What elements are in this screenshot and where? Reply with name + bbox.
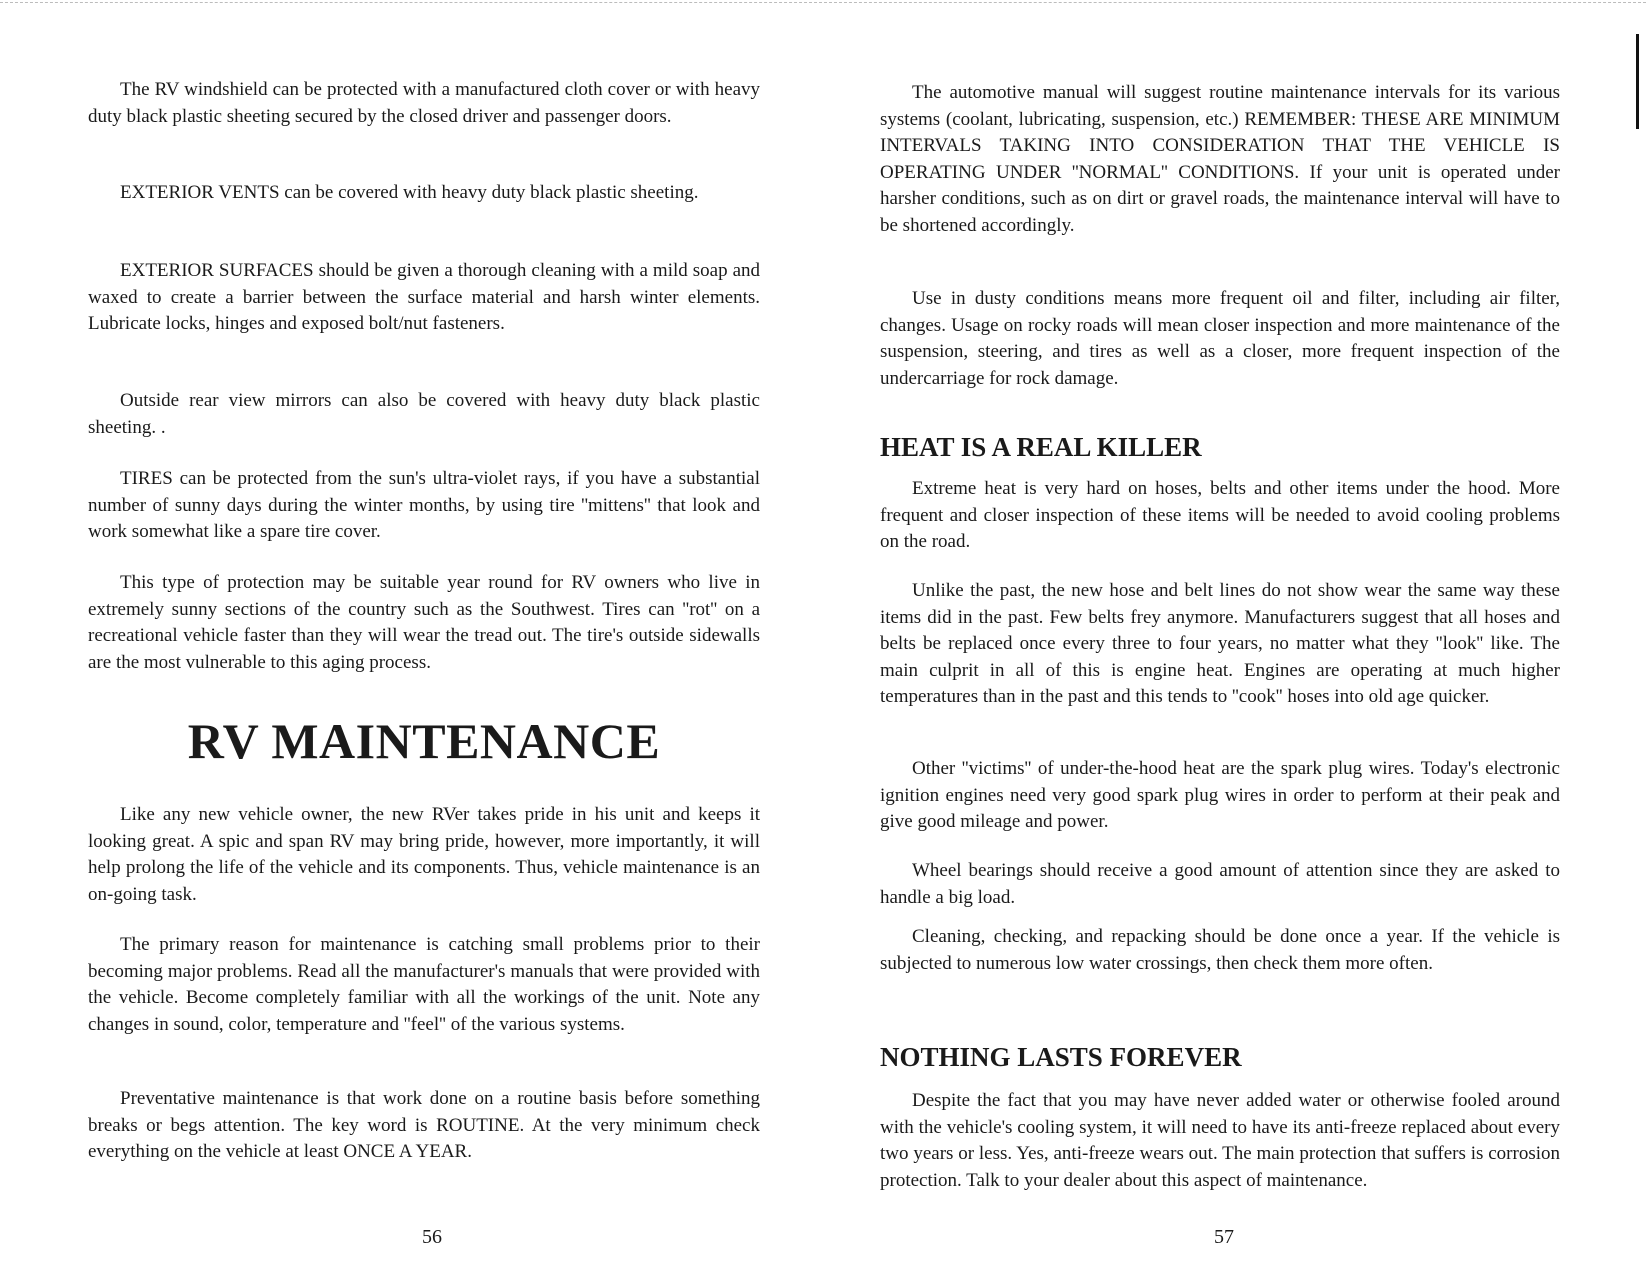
paragraph-dusty-conditions: Use in dusty conditions means more frequent oil and filter, including air filter, changes. Usage on rocky roads will mean closer inspection and more maintenance of the suspension, steering, and tires as well as a closer, more frequent inspection of the undercarriage for rock damage. xyxy=(880,288,1560,389)
section-heading-nothing-lasts: NOTHING LASTS FOREVER xyxy=(880,1042,1242,1072)
paragraph-tires: TIRES can be protected from the sun's ultra-violet rays, if you have a substantial number of sunny days during the winter months, by using tire ''mittens'' that look and work somewhat like a spare tire cover. xyxy=(88,468,760,542)
paragraph-exterior-vents: EXTERIOR VENTS can be covered with heavy duty black plastic sheeting. xyxy=(120,182,699,203)
paragraph-preventative: Preventative maintenance is that work done on a routine basis before something breaks or begs attention. The key word is ROUTINE. At the very minimum check everything on the vehicle at least ONCE A YEAR. xyxy=(88,1088,760,1162)
paragraph-automotive-manual: The automotive manual will suggest routine maintenance intervals for its various systems (coolant, lubricating, suspension, etc.) REMEMBER: THESE ARE MINIMUM INTERVALS TAKING INTO CONSIDERATION THAT THE VEHICLE IS OPERATING UNDER ''NORMAL'' CONDITIONS. If your unit is operated under harsher conditions, such as on dirt or gravel roads, the maintenance interval will have to be shortened accordingly. xyxy=(880,82,1560,236)
paragraph-wheel-bearings: Wheel bearings should receive a good amount of attention since they are asked to handle a big load. xyxy=(880,860,1560,908)
left-page xyxy=(88,0,760,1273)
right-page xyxy=(880,0,1560,1273)
page-number: 56 xyxy=(422,1226,442,1248)
paragraph-pride: Like any new vehicle owner, the new RVer takes pride in his unit and keeps it looking great. A spic and span RV may bring pride, however, more importantly, it will help prolong the life of the vehicle and its components. Thus, vehicle maintenance is an on-going task. xyxy=(88,804,760,905)
paragraph-tire-protection: This type of protection may be suitable year round for RV owners who live in extremely sunny sections of the country such as the Southwest. Tires can ''rot'' on a recreational vehicle faster than they will wear the tread out. The tire's outside sidewalls are the most vulnerable to this aging process. xyxy=(88,572,760,673)
section-heading-heat: HEAT IS A REAL KILLER xyxy=(880,432,1202,462)
scan-edge-mark xyxy=(1636,34,1639,129)
paragraph-anti-freeze: Despite the fact that you may have never added water or otherwise fooled around with the vehicle's cooling system, it will need to have its anti-freeze replaced about every two years or less. Yes, anti-freeze wears out. The main protection that suffers is corrosion protection. Talk to your dealer about this aspect of maintenance. xyxy=(880,1090,1560,1191)
section-heading-rv-maintenance: RV MAINTENANCE xyxy=(187,713,661,769)
paragraph-hose-belt: Unlike the past, the new hose and belt lines do not show wear the same way these items did in the past. Few belts frey anymore. Manufacturers suggest that all hoses and belts be replaced once every three to four years, no matter what they ''look'' like. The main culprit in all of this is engine heat. Engines are operating at much higher temperatures than in the past and this tends to ''cook'' hoses into old age quicker. xyxy=(880,580,1560,707)
paragraph-mirrors: Outside rear view mirrors can also be covered with heavy duty black plastic sheeting. . xyxy=(88,390,760,438)
page-number: 57 xyxy=(1214,1226,1234,1248)
paragraph-extreme-heat: Extreme heat is very hard on hoses, belts and other items under the hood. More frequent and closer inspection of these items will be needed to avoid cooling problems on the road. xyxy=(880,478,1560,552)
paragraph-primary-reason: The primary reason for maintenance is catching small problems prior to their becoming major problems. Read all the manufacturer's manuals that were provided with the vehicle. Become completely familiar with all the workings of the unit. Note any changes in sound, color, temperature and ''feel'' of the various systems. xyxy=(88,934,760,1035)
paragraph-spark-plug: Other ''victims'' of under-the-hood heat are the spark plug wires. Today's electronic ignition engines need very good spark plug wires in order to perform at their peak and give good mileage and power. xyxy=(880,758,1560,832)
paragraph-repacking: Cleaning, checking, and repacking should be done once a year. If the vehicle is subjected to numerous low water crossings, then check them more often. xyxy=(880,926,1560,974)
paragraph-exterior-surfaces: EXTERIOR SURFACES should be given a thorough cleaning with a mild soap and waxed to create a barrier between the surface material and harsh winter elements. Lubricate locks, hinges and exposed bolt/nut fasteners. xyxy=(88,260,760,334)
paragraph-windshield: The RV windshield can be protected with a manufactured cloth cover or with heavy duty black plastic sheeting secured by the closed driver and passenger doors. xyxy=(88,79,760,127)
